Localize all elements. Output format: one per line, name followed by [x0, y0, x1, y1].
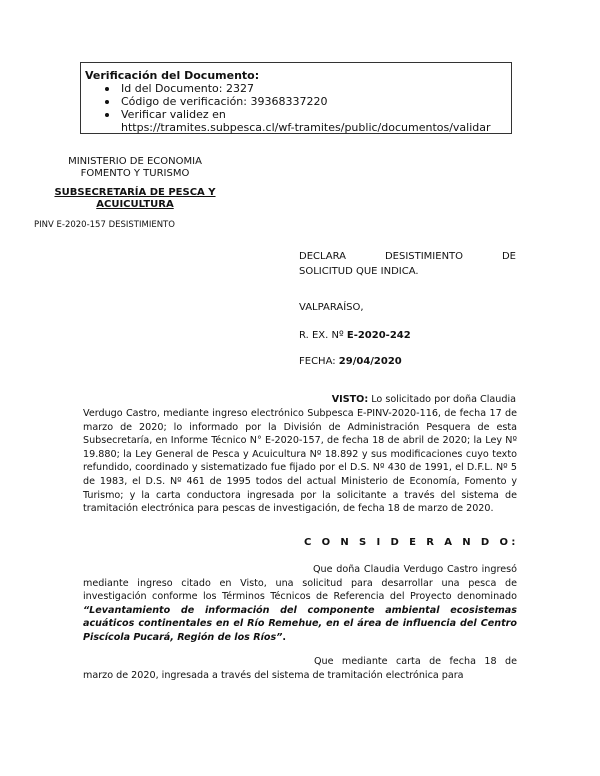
verify-validity: Verificar validez en — [105, 108, 511, 121]
rex-value: E-2020-242 — [346, 330, 411, 341]
p1-end: . — [282, 631, 287, 643]
visto-first-line — [196, 393, 516, 407]
declara-word-1: DECLARA — [299, 251, 347, 262]
resolution-number — [299, 329, 411, 343]
document-id: Id del Documento: 2327 — [105, 82, 511, 95]
declara-line-2: SOLICITUD QUE INDICA. — [299, 266, 419, 277]
reference-code: PINV E-2020-157 DESISTIMIENTO — [34, 220, 175, 230]
considerando-paragraph-2 — [83, 655, 517, 682]
considerando-paragraph-1 — [83, 563, 517, 645]
declara-word-3: DE — [501, 251, 516, 262]
verification-list — [85, 82, 511, 121]
declara-word-2: DESISTIMIENTO — [384, 251, 464, 262]
verification-url[interactable]: https://tramites.subpesca.cl/wf-tramites/public/documentos/validar — [121, 121, 491, 134]
project-title: “Levantamiento de información del componente ambiental ecosistemas acuáticos continentales en el Río Remehue, en el área de influencia del Centro Piscícola Pucará, Región de los Ríos” — [83, 604, 517, 643]
p2-text: Que mediante carta de fecha 18 de marzo de 2020, ingresada a través del sistema de tramitación electrónica para — [83, 656, 517, 681]
declara-block — [299, 249, 516, 279]
ministry-heading — [30, 156, 240, 180]
ministry-line-1: MINISTERIO DE ECONOMIA — [68, 156, 202, 167]
verification-box — [80, 62, 512, 134]
resolution-date — [299, 355, 402, 369]
declara-line-1 — [299, 249, 516, 264]
considerando-heading: C O N S I D E R A N D O: — [304, 537, 519, 548]
verification-title: Verificación del Documento: — [85, 69, 260, 82]
fecha-value: 29/04/2020 — [338, 356, 402, 367]
place: VALPARAÍSO, — [299, 302, 364, 313]
subsecretaria-line-2: ACUICULTURA — [96, 199, 174, 210]
p1-start: Que doña Claudia Verdugo Castro ingresó mediante ingreso citado en Visto, una solicitud para desarrollar una pesca de investigación conforme los Términos Técnicos de Referencia del Proyecto denominado — [83, 564, 517, 603]
subsecretaria-heading — [30, 187, 240, 211]
subsecretaria-line-1: SUBSECRETARÍA DE PESCA Y — [54, 187, 216, 198]
ministry-line-2: FOMENTO Y TURISMO — [80, 168, 190, 179]
rex-label: R. EX. Nº — [299, 330, 347, 341]
visto-label: VISTO: — [331, 394, 369, 405]
visto-first-text: Lo solicitado por doña Claudia — [368, 394, 516, 405]
visto-paragraph: Verdugo Castro, mediante ingreso electrónico Subpesca E-PINV-2020-116, de fecha 17 de marzo de 2020; lo informado por la División de Administración Pesquera de esta Subsecretaría, en Informe Técnico N° E-2020-157, de fecha 18 de abril de 2020; la Ley Nº 19.880; la Ley General de Pesca y Acuicultura Nº 18.892 y sus modificaciones cuyo texto refundido, coordinado y sistematizado fue fijado por el D.S. Nº 430 de 1991, el D.F.L. Nº 5 de 1983, el D.S. Nº 461 de 1995 todos del actual Ministerio de Economía, Fomento y Turismo; y la carta conductora ingresada por la solicitante a través del sistema de tramitación electrónica para pescas de investigación, de fecha 18 de marzo de 2020. — [83, 408, 517, 515]
verification-code: Código de verificación: 39368337220 — [105, 95, 511, 108]
fecha-label: FECHA: — [299, 356, 339, 367]
